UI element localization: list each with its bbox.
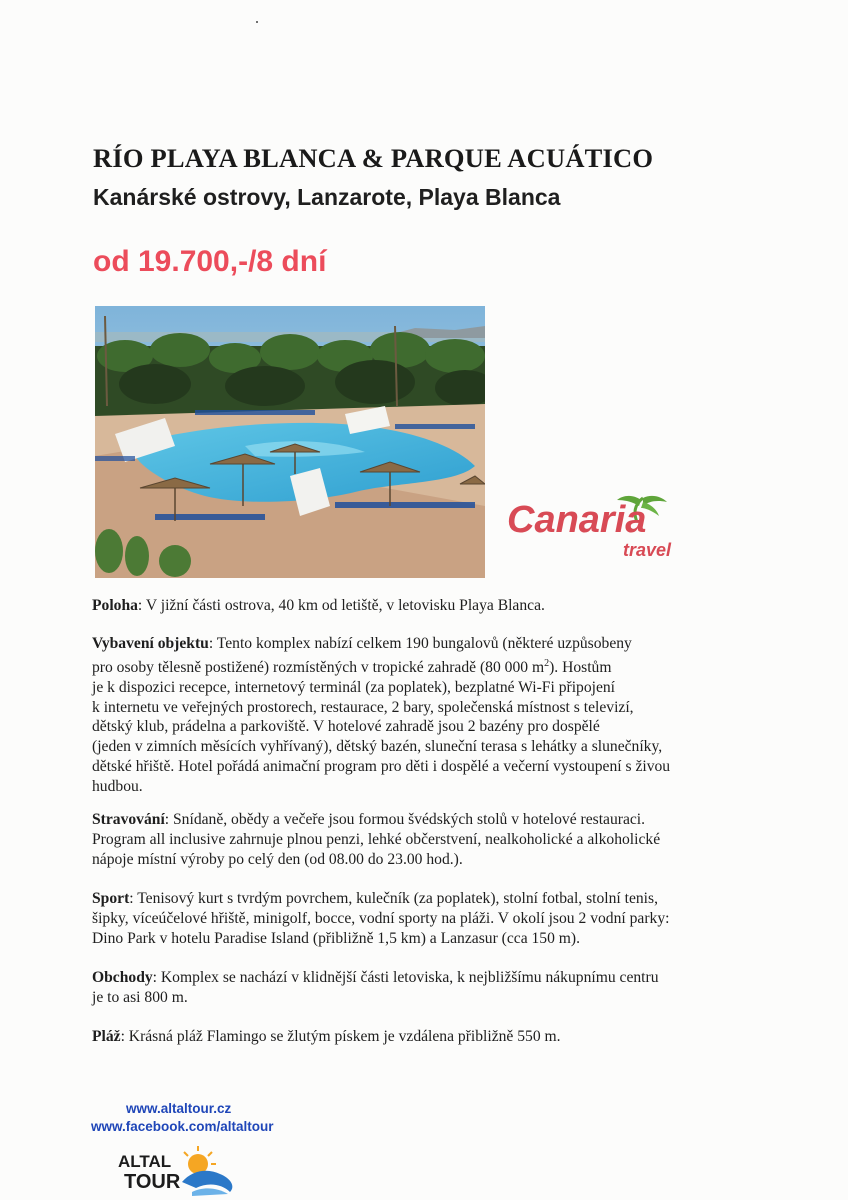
section-line <box>92 1027 772 1047</box>
sun-icon <box>184 1146 216 1174</box>
section-poloha-line <box>92 596 772 616</box>
section-plaz <box>92 1027 772 1047</box>
section-text: : Snídaně, obědy a večeře jsou formou švédských stolů v hotelové restauraci. <box>164 811 646 828</box>
section-sport <box>92 889 772 948</box>
section-line: šipky, víceúčelové hřiště, minigolf, bocce, vodní sporty na pláži. V okolí jsou 2 vodní parky: <box>92 909 670 927</box>
section-stravovani <box>92 810 772 869</box>
section-line: je to asi 800 m. <box>92 988 188 1006</box>
logo-tour: TOUR <box>124 1171 181 1193</box>
section-line <box>92 889 772 909</box>
section-vybaveni <box>92 634 772 797</box>
section-line <box>92 968 772 988</box>
section-line: (jeden v zimních měsících vyhřívaný), dětský bazén, sluneční terasa s lehátky a slunečníky, <box>92 738 663 756</box>
section-label: Obchody <box>92 969 153 986</box>
section-text: pro osoby tělesně postižené) rozmístěných v tropické zahradě (80 000 m <box>92 658 545 676</box>
section-label: Pláž <box>92 1028 121 1045</box>
website-link[interactable]: www.altaltour.cz <box>126 1101 232 1116</box>
superscript: 2 <box>544 657 550 669</box>
section-label: Vybavení objektu <box>92 635 209 652</box>
price-label: od 19.700,-/8 dní <box>93 245 327 278</box>
section-text: : V jižní části ostrova, 40 km od letiště, v letovisku Playa Blanca. <box>137 597 545 614</box>
hotel-pool-photo <box>95 306 485 578</box>
section-label: Stravování <box>92 811 165 828</box>
travel-wordmark: travel <box>623 540 672 560</box>
section-line: dětské hřiště. Hotel pořádá animační program pro děti i dospělé a večerní vystoupení s živou <box>92 757 671 775</box>
scan-speck <box>256 21 258 23</box>
section-line <box>92 634 772 654</box>
section-line: nápoje místní výroby po celý den (od 08.00 do 23.00 hod.). <box>92 850 463 868</box>
section-text: : Krásná pláž Flamingo se žlutým pískem je vzdálena přibližně 550 m. <box>120 1028 561 1045</box>
section-text: : Tento komplex nabízí celkem 190 bungalovů (některé uzpůsobeny <box>208 635 632 652</box>
facebook-link[interactable]: www.facebook.com/altaltour <box>91 1119 274 1134</box>
section-text: ). Hostům <box>549 658 612 676</box>
section-line: Program all inclusive zahrnuje plnou penzi, lehké občerstvení, nealkoholické a alkoholické <box>92 830 661 848</box>
section-obchody <box>92 968 772 1008</box>
section-line <box>92 810 772 830</box>
altaltour-logo <box>112 1142 260 1198</box>
section-text: : Komplex se nachází v klidnější části letoviska, k nejbližšímu nákupnímu centru <box>152 969 659 986</box>
logo-altal: ALTAL <box>118 1152 172 1171</box>
section-line <box>92 654 772 678</box>
section-line: Dino Park v hotelu Paradise Island (přibližně 1,5 km) a Lanzasur (cca 150 m). <box>92 929 581 947</box>
section-line: dětský klub, prádelna a parkoviště. V hotelové zahradě jsou 2 bazény pro dospělé <box>92 718 600 736</box>
section-label: Poloha <box>92 597 138 614</box>
location-subtitle: Kanárské ostrovy, Lanzarote, Playa Blanca <box>93 184 561 210</box>
canaria-travel-logo <box>505 492 685 564</box>
section-line: k internetu ve veřejných prostorech, restaurace, 2 bary, společenská místnost s televizí, <box>92 698 634 716</box>
section-line: hudbou. <box>92 777 143 795</box>
section-text: : Tenisový kurt s tvrdým povrchem, kulečník (za poplatek), stolní fotbal, stolní tenis, <box>129 890 658 907</box>
section-label: Sport <box>92 890 130 907</box>
section-poloha <box>92 596 772 616</box>
canaria-wordmark: Canaria <box>507 499 647 541</box>
wave-icon <box>182 1171 232 1196</box>
hotel-title: RÍO PLAYA BLANCA & PARQUE ACUÁTICO <box>93 143 654 173</box>
section-line: je k dispozici recepce, internetový terminál (za poplatek), bezplatné Wi-Fi připojení <box>92 678 616 696</box>
